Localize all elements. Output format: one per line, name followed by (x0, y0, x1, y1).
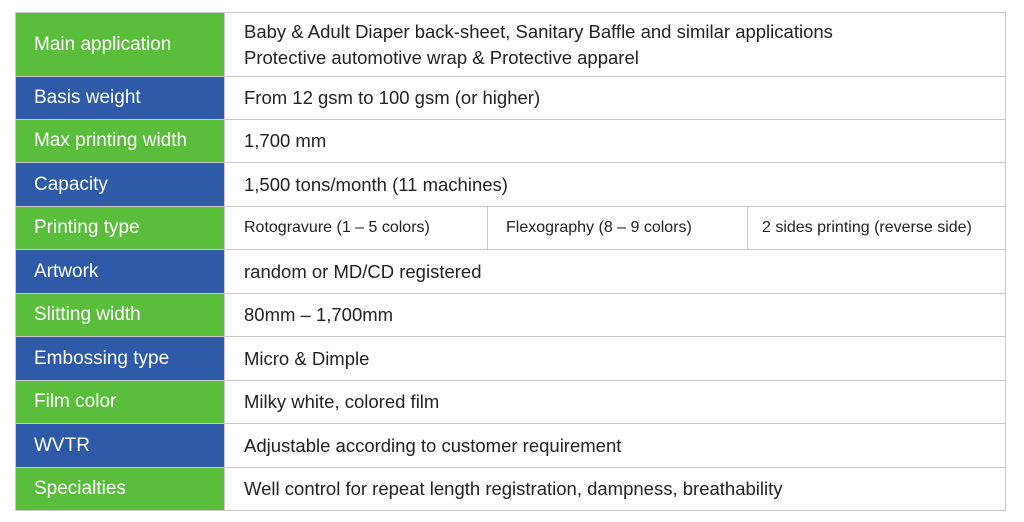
row-label-wvtr: WVTR (16, 424, 225, 468)
specification-table (15, 12, 1006, 511)
row-label-embossing-type: Embossing type (16, 337, 225, 381)
table-row (16, 424, 1006, 468)
main-application-line-1: Baby & Adult Diaper back-sheet, Sanitary Baffle and similar applications (244, 20, 833, 42)
row-label-basis-weight: Basis weight (16, 77, 225, 120)
row-label-film-color: Film color (16, 381, 225, 424)
table-row (16, 381, 1006, 424)
row-value-wvtr: Adjustable according to customer requirement (225, 424, 1006, 468)
row-value-embossing-type: Micro & Dimple (225, 337, 1006, 381)
printing-type-two-sides: 2 sides printing (reverse side) (747, 207, 1005, 249)
table-row (16, 250, 1006, 294)
row-value-specialties: Well control for repeat length registration, dampness, breathability (225, 468, 1006, 511)
row-label-artwork: Artwork (16, 250, 225, 294)
row-value-artwork: random or MD/CD registered (225, 250, 1006, 294)
row-label-specialties: Specialties (16, 468, 225, 511)
row-value-slitting-width: 80mm – 1,700mm (225, 294, 1006, 337)
printing-type-flexography: Flexography (8 – 9 colors) (487, 207, 747, 249)
row-value-capacity: 1,500 tons/month (11 machines) (225, 163, 1006, 207)
table-row (16, 13, 1006, 77)
table-row (16, 468, 1006, 511)
printing-type-rotogravure: Rotogravure (1 – 5 colors) (244, 219, 430, 236)
table-row (16, 294, 1006, 337)
row-label-printing-type: Printing type (16, 207, 225, 250)
table-row (16, 120, 1006, 163)
table-row (16, 337, 1006, 381)
main-application-line-2: Protective automotive wrap & Protective apparel (244, 46, 639, 68)
spec-table-container (15, 12, 1006, 511)
row-label-slitting-width: Slitting width (16, 294, 225, 337)
row-value-max-printing-width: 1,700 mm (225, 120, 1006, 163)
row-label-main-application: Main application (16, 13, 225, 77)
row-value-main-application (225, 13, 1006, 77)
row-label-max-printing-width: Max printing width (16, 120, 225, 163)
row-label-capacity: Capacity (16, 163, 225, 207)
table-row (16, 77, 1006, 120)
row-value-basis-weight: From 12 gsm to 100 gsm (or higher) (225, 77, 1006, 120)
printing-type-subgrid (225, 207, 1005, 249)
row-value-film-color: Milky white, colored film (225, 381, 1006, 424)
table-row (16, 163, 1006, 207)
row-value-printing-type (225, 207, 1006, 250)
table-row (16, 207, 1006, 250)
